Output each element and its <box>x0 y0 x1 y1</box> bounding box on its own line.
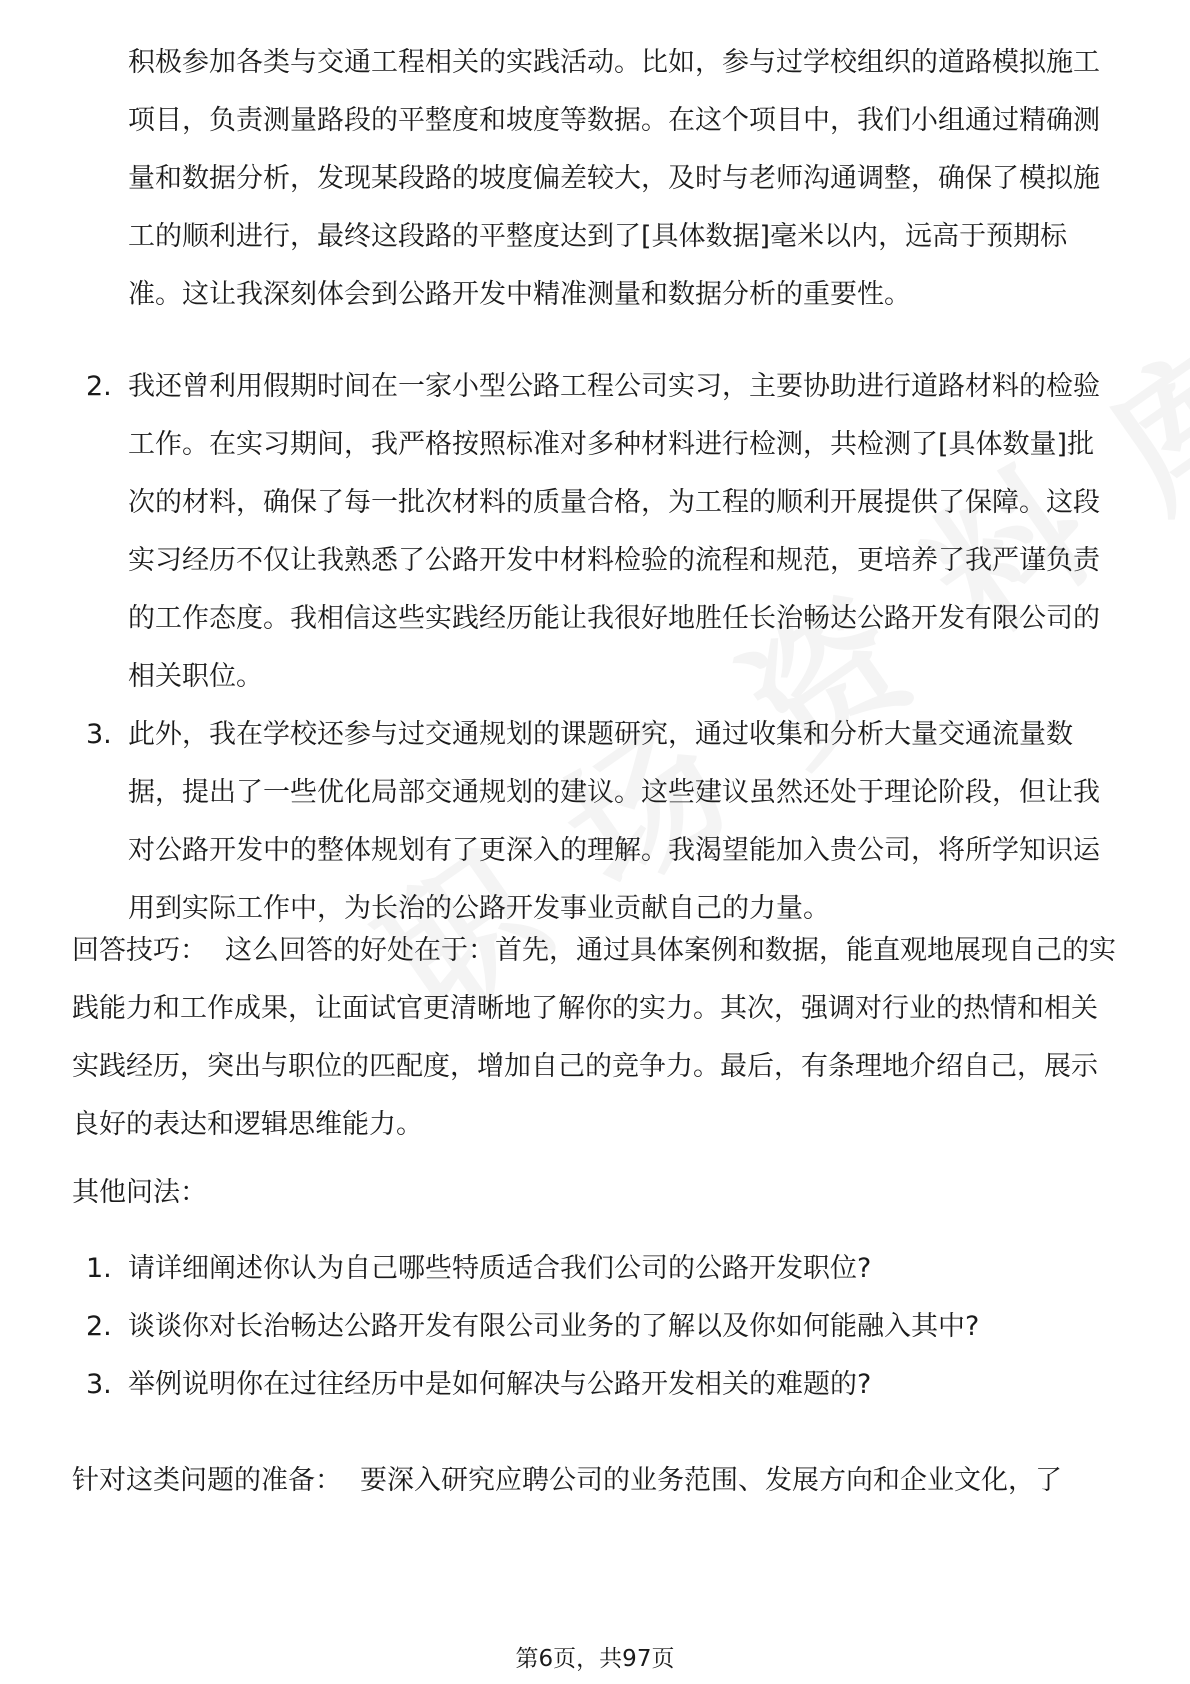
prep-paragraph <box>72 1452 1120 1510</box>
list-item-number: 3. <box>86 1369 112 1400</box>
list-item-number: 2. <box>86 371 112 402</box>
list-item <box>72 358 1120 706</box>
page-indicator: 第6页，共97页 <box>515 1646 675 1672</box>
other-questions-list <box>72 1240 1120 1414</box>
list-item-text: 此外，我在学校还参与过交通规划的课题研究，通过收集和分析大量交通流量数据，提出了一些优化局部交通规划的建议。这些建议虽然还处于理论阶段，但让我对公路开发中的整体规划有了更深入的理解。我渴望能加入贵公司，将所学知识运用到实际工作中，为长治的公路开发事业贡献自己的力量。 <box>128 719 1100 924</box>
list-item-number: 3. <box>86 719 112 750</box>
tips-text: 这么回答的好处在于：首先，通过具体案例和数据，能直观地展现自己的实践能力和工作成果，让面试官更清晰地了解你的实力。其次，强调对行业的热情和相关实践经历，突出与职位的匹配度，增加自己的竞争力。最后，有条理地介绍自己，展示良好的表达和逻辑思维能力。 <box>72 935 1116 1140</box>
list-item-number: 1. <box>86 1253 112 1284</box>
tips-label: 回答技巧： <box>72 935 207 966</box>
list-item-text: 请详细阐述你认为自己哪些特质适合我们公司的公路开发职位? <box>128 1253 872 1284</box>
other-questions-label: 其他问法： <box>72 1177 207 1208</box>
list-item <box>72 1298 1120 1356</box>
list-item <box>72 1356 1120 1414</box>
prep-text: 要深入研究应聘公司的业务范围、发展方向和企业文化，了 <box>360 1465 1062 1496</box>
intro-paragraph: 积极参加各类与交通工程相关的实践活动。比如，参与过学校组织的道路模拟施工项目，负责测量路段的平整度和坡度等数据。在这个项目中，我们小组通过精确测量和数据分析，发现某段路的坡度偏差较大，及时与老师沟通调整，确保了模拟施工的顺利进行，最终这段路的平整度达到了[具体数据]毫米以内，远高于预期标准。这让我深刻体会到公路开发中精准测量和数据分析的重要性。 <box>128 47 1100 310</box>
list-item-text: 我还曾利用假期时间在一家小型公路工程公司实习，主要协助进行道路材料的检验工作。在实习期间，我严格按照标准对多种材料进行检测，共检测了[具体数量]批次的材料，确保了每一批次材料的质量合格，为工程的顺利开展提供了保障。这段实习经历不仅让我熟悉了公路开发中材料检验的流程和规范，更培养了我严谨负责的工作态度。我相信这些实践经历能让我很好地胜任长治畅达公路开发有限公司的相关职位。 <box>128 371 1100 692</box>
experience-list <box>72 358 1120 938</box>
list-item-text: 举例说明你在过往经历中是如何解决与公路开发相关的难题的? <box>128 1369 872 1400</box>
tips-paragraph <box>72 922 1120 1154</box>
list-item <box>72 1240 1120 1298</box>
prep-label: 针对这类问题的准备： <box>72 1465 342 1496</box>
list-item-number: 2. <box>86 1311 112 1342</box>
list-item-text: 谈谈你对长治畅达公路开发有限公司业务的了解以及你如何能融入其中? <box>128 1311 980 1342</box>
list-item <box>72 706 1120 938</box>
